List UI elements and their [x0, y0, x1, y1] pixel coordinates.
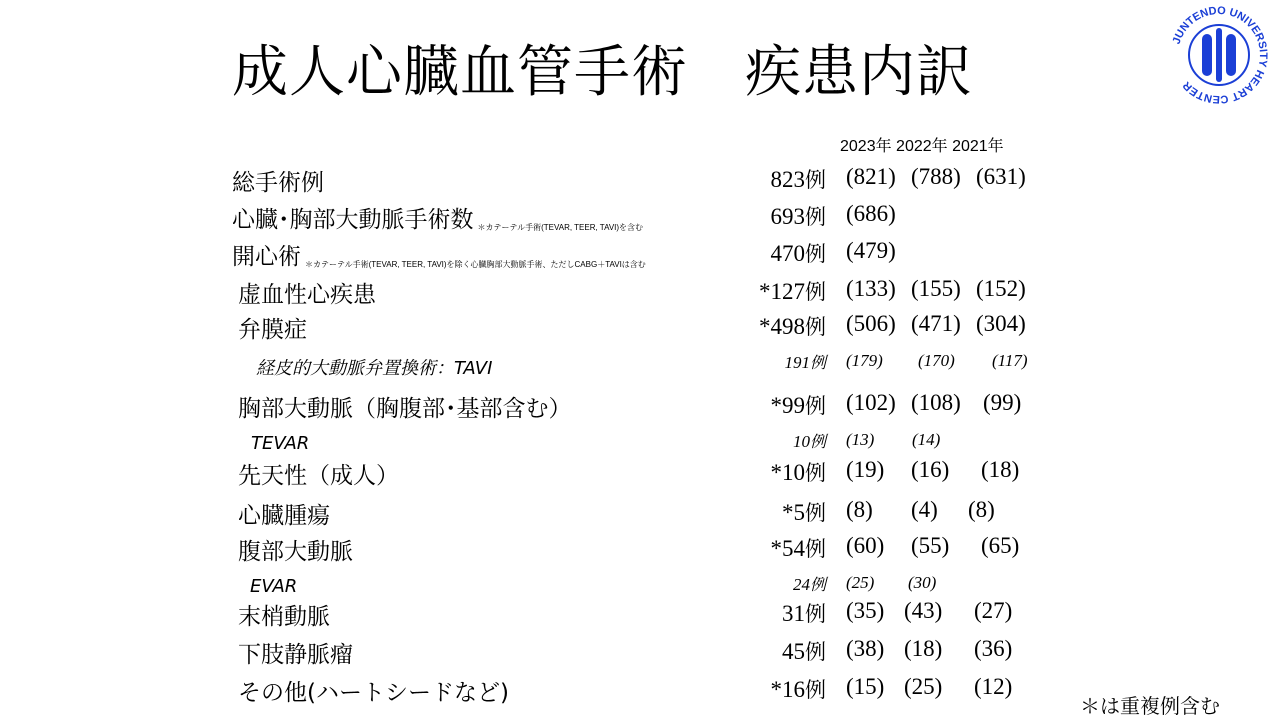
case-count-2023 [771, 201, 827, 231]
previous-year-count: (30) [908, 573, 937, 592]
previous-year-count: (471) [911, 311, 961, 336]
case-count-2023 [793, 572, 826, 595]
row-label [238, 674, 509, 707]
table-row [0, 311, 1280, 347]
row-note: ＊カテーテル手術(TEVAR, TEER, TAVI)を除く心臓胸部大動脈手術、ただしCABG＋TAVIは含む [305, 260, 646, 269]
case-count-value: 24 [792, 575, 810, 594]
table-row [0, 348, 1280, 384]
previous-year-count: (13) [846, 430, 875, 449]
previous-year-count: (117) [992, 351, 1028, 370]
row-label-text: その他(ハートシードなど) [238, 680, 509, 706]
case-count-2023 [782, 636, 826, 666]
previous-year-count: (4) [911, 497, 938, 522]
duplicate-cases-footnote: ＊は重複例含む [1080, 694, 1220, 718]
row-label [232, 164, 324, 197]
previous-year-count: (304) [976, 311, 1026, 336]
row-label [232, 201, 643, 234]
case-count-value: *10 [770, 460, 805, 485]
previous-year-count: (27) [974, 598, 1013, 623]
previous-year-count: (38) [846, 636, 885, 661]
previous-year-count: (14) [912, 430, 941, 449]
case-count-2023 [782, 598, 826, 628]
juntendo-heart-center-logo [1166, 2, 1272, 108]
case-count-2023 [759, 276, 826, 306]
row-label-text: 腹部大動脈 [238, 539, 353, 565]
case-count-unit: 例 [809, 353, 826, 372]
previous-year-count: (36) [974, 636, 1013, 661]
previous-year-count: (152) [976, 276, 1026, 301]
row-label-text: TEVAR [251, 433, 310, 454]
row-label-text: EVAR [250, 576, 298, 597]
row-label-text: 総手術例 [232, 170, 324, 196]
row-label [232, 238, 646, 271]
table-row [0, 164, 1280, 200]
case-count-value: *16 [770, 677, 805, 702]
previous-year-count: (8) [846, 497, 873, 522]
previous-year-count: (631) [976, 164, 1026, 189]
previous-year-count: (479) [846, 238, 896, 263]
row-label [238, 533, 353, 566]
row-label [238, 311, 307, 344]
previous-year-count: (18) [904, 636, 943, 661]
case-count-value: 45 [782, 639, 805, 664]
table-row [0, 390, 1280, 426]
case-count-2023 [771, 238, 827, 268]
row-label [238, 636, 353, 669]
previous-year-count: (35) [846, 598, 885, 623]
row-label-text: 心臓･胸部大動脈手術数 [232, 207, 474, 233]
previous-year-count: (170) [918, 351, 955, 370]
case-count-unit: 例 [805, 461, 826, 485]
year-column-header: 2023年 2022年 2021年 [840, 138, 1004, 155]
table-row [0, 598, 1280, 634]
case-count-value: 470 [770, 241, 805, 266]
case-count-value: 10 [792, 432, 810, 451]
case-count-unit: 例 [805, 640, 826, 664]
case-count-value: 191 [784, 353, 810, 372]
case-count-unit: 例 [805, 205, 826, 229]
table-row [0, 533, 1280, 569]
case-count-value: *54 [770, 536, 805, 561]
row-label [238, 598, 330, 631]
row-label-text: 先天性（成人） [238, 463, 399, 489]
table-row [0, 201, 1280, 237]
previous-year-count: (25) [904, 674, 943, 699]
row-label [238, 390, 572, 423]
row-label-text: 虚血性心疾患 [238, 282, 376, 308]
previous-year-count: (15) [846, 674, 885, 699]
case-count-2023 [771, 674, 827, 704]
case-count-2023 [793, 429, 826, 452]
previous-year-count: (155) [911, 276, 961, 301]
previous-year-count: (99) [983, 390, 1022, 415]
row-label-text: 下肢静脈瘤 [238, 642, 353, 668]
previous-year-count: (686) [846, 201, 896, 226]
previous-year-count: (43) [904, 598, 943, 623]
page-title: 成人心臓血管手術 疾患内訳 [232, 40, 973, 105]
row-label [256, 354, 492, 380]
case-count-value: *5 [782, 500, 805, 525]
case-count-unit: 例 [805, 315, 826, 339]
table-row [0, 636, 1280, 672]
case-count-unit: 例 [809, 432, 826, 451]
previous-year-count: (65) [981, 533, 1020, 558]
case-count-value: 823 [770, 167, 805, 192]
row-label-text: 弁膜症 [238, 317, 307, 343]
row-label [238, 457, 399, 490]
previous-year-count: (8) [968, 497, 995, 522]
case-count-2023 [771, 390, 827, 420]
previous-year-count: (60) [846, 533, 885, 558]
previous-year-count: (18) [981, 457, 1020, 482]
case-count-value: 693 [770, 204, 805, 229]
case-count-2023 [782, 497, 826, 527]
row-label-text: 胸部大動脈（胸腹部･基部含む） [238, 396, 572, 422]
case-count-unit: 例 [805, 678, 826, 702]
case-count-2023 [771, 164, 827, 194]
table-row [0, 238, 1280, 274]
table-row [0, 497, 1280, 533]
previous-year-count: (133) [846, 276, 896, 301]
case-count-unit: 例 [809, 575, 826, 594]
previous-year-count: (25) [846, 573, 875, 592]
case-count-unit: 例 [805, 501, 826, 525]
previous-year-count: (108) [911, 390, 961, 415]
previous-year-count: (55) [911, 533, 950, 558]
table-row [0, 457, 1280, 493]
case-count-unit: 例 [805, 168, 826, 192]
case-count-unit: 例 [805, 394, 826, 418]
row-label [238, 276, 376, 309]
previous-year-count: (12) [974, 674, 1013, 699]
row-label [238, 497, 330, 530]
previous-year-count: (821) [846, 164, 896, 189]
svg-text:JUNTENDO UNIVERSITY HEART CENT: JUNTENDO UNIVERSITY HEART CENTER [1170, 4, 1270, 106]
previous-year-count: (19) [846, 457, 885, 482]
case-count-value: 31 [782, 601, 805, 626]
previous-year-count: (179) [846, 351, 883, 370]
case-count-value: *498 [759, 314, 805, 339]
previous-year-count: (506) [846, 311, 896, 336]
case-count-value: *99 [770, 393, 805, 418]
case-count-unit: 例 [805, 602, 826, 626]
case-count-2023 [784, 350, 826, 373]
case-count-2023 [771, 457, 827, 487]
previous-year-count: (788) [911, 164, 961, 189]
case-count-2023 [759, 311, 826, 341]
case-count-unit: 例 [805, 242, 826, 266]
row-note: ＊カテーテル手術(TEVAR, TEER, TAVI)を含む [477, 223, 644, 232]
row-label-text: 心臓腫瘍 [238, 503, 330, 529]
row-label [251, 433, 309, 454]
previous-year-count: (102) [846, 390, 896, 415]
row-label [250, 576, 297, 597]
case-count-2023 [771, 533, 827, 563]
case-count-unit: 例 [805, 280, 826, 304]
case-count-value: *127 [759, 279, 805, 304]
case-count-unit: 例 [805, 537, 826, 561]
row-label-text: 末梢動脈 [238, 604, 330, 630]
row-label-text: 開心術 [232, 244, 301, 270]
previous-year-count: (16) [911, 457, 950, 482]
row-label-text: 経皮的大動脈弁置換術：TAVI [256, 358, 493, 379]
table-row [0, 276, 1280, 312]
